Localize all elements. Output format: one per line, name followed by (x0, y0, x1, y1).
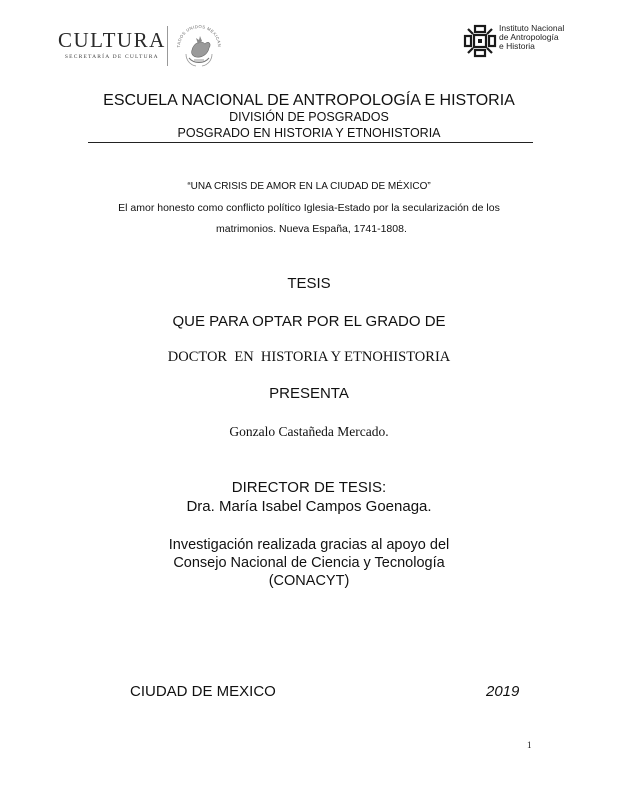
thesis-subtitle-line-2: matrimonios. Nueva España, 1741-1808. (216, 223, 407, 235)
funding-line-1: Investigación realizada gracias al apoyo del (168, 537, 450, 553)
program-name: POSGRADO EN HISTORIA Y ETNOHISTORIA (177, 126, 441, 140)
director-label: DIRECTOR DE TESIS: (231, 479, 387, 496)
thesis-subtitle-line-1: El amor honesto como conflicto político Iglesia-Estado por la secularización de los (118, 202, 500, 214)
author-name: Gonzalo Castañeda Mercado. (229, 424, 389, 439)
school-name: ESCUELA NACIONAL DE ANTROPOLOGÍA E HISTORIA (103, 92, 515, 109)
funding-line-2: Consejo Nacional de Ciencia y Tecnología (173, 555, 445, 571)
year: 2019 (486, 683, 520, 700)
cultura-wordmark: CULTURA (58, 28, 166, 52)
inah-line-3: e Historia (499, 41, 535, 51)
inah-line-2: de Antropología (499, 32, 559, 42)
mexico-seal-icon (172, 20, 226, 72)
inah-name (499, 24, 564, 51)
inah-logo-icon (463, 24, 497, 58)
cultura-subtitle: SECRETARÍA DE CULTURA (64, 54, 159, 60)
degree-name: DOCTOR EN HISTORIA Y ETNOHISTORIA (167, 349, 451, 365)
degree-intro: QUE PARA OPTAR POR EL GRADO DE (172, 313, 446, 330)
director-name: Dra. María Isabel Campos Goenaga. (186, 498, 432, 515)
city: CIUDAD DE MEXICO (130, 683, 276, 700)
thesis-title: “UNA CRISIS DE AMOR EN LA CIUDAD DE MÉXICO” (187, 181, 431, 192)
header-rule (88, 142, 533, 143)
presenta-label: PRESENTA (269, 385, 349, 402)
logo-divider (167, 26, 168, 66)
seal-text: TADOS UNIDOS MEXICAN (175, 23, 223, 48)
inah-line-1: Instituto Nacional (499, 23, 565, 33)
division-name: DIVISIÓN DE POSGRADOS (229, 110, 389, 124)
funding-line-3: (CONACYT) (268, 573, 350, 589)
page-number: 1 (527, 740, 532, 750)
cultura-logo (58, 28, 166, 60)
tesis-heading: TESIS (287, 275, 331, 292)
